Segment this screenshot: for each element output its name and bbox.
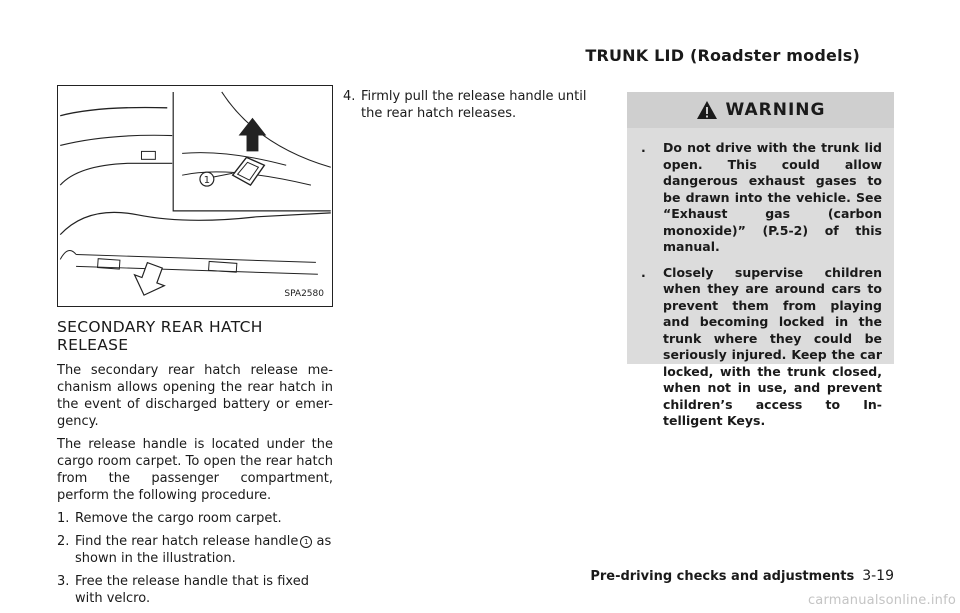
page-section-title: TRUNK LID (Roadster models) — [585, 46, 860, 65]
step-item — [57, 510, 333, 527]
warning-triangle-icon — [696, 100, 718, 120]
paragraph: The release handle is located under the cargo room carpet. To open the rear hatch from the passenger compartment, perform the following procedure. — [57, 437, 333, 503]
step-text: Firmly pull the release handle until the rear hatch releases. — [361, 89, 587, 121]
step-number: 3. — [57, 574, 70, 589]
step-item — [343, 88, 611, 122]
section-heading: SECONDARY REAR HATCH RELEASE — [57, 318, 263, 354]
step-item — [57, 573, 333, 607]
procedure-continued — [343, 88, 611, 128]
step-item — [57, 533, 333, 567]
step-number: 4. — [343, 89, 356, 104]
warning-item — [641, 140, 882, 256]
page-number: 3-19 — [862, 568, 894, 584]
step-number: 1. — [57, 511, 70, 526]
warning-header — [627, 92, 894, 128]
warning-title: WARNING — [725, 100, 826, 120]
step-text: Free the release handle that is fixed with velcro. — [75, 574, 309, 606]
procedure-steps-continued — [343, 88, 611, 122]
callout-number-icon: 1 — [300, 536, 312, 548]
illustration-figure — [57, 85, 333, 307]
warning-box — [627, 92, 894, 428]
footer-section-name: Pre-driving checks and adjustments — [590, 569, 855, 584]
bullet: . — [641, 264, 646, 280]
warning-list — [627, 128, 894, 430]
warning-item — [641, 265, 882, 430]
figure-callout-number: 1 — [203, 175, 211, 187]
step-text: Find the rear hatch release handle — [75, 534, 299, 549]
rear-hatch-release-illustration — [58, 86, 332, 306]
procedure-steps — [57, 510, 333, 607]
watermark: carmanualsonline.info — [807, 593, 956, 608]
step-number: 2. — [57, 534, 70, 549]
warning-text: Do not drive with the trunk lid open. This could allow dangerous exhaust gases to be drawn into the vehicle. See “Exhaust gas (carbon monoxide)” (P.5-2) of this manual. — [663, 140, 882, 254]
secondary-release-section — [57, 318, 333, 613]
step-text-continued: as shown in the illustration. — [75, 534, 332, 566]
warning-text: Closely supervise children when they are around cars to prevent them from playing and becoming locked in the trunk where they could be seriously injured. Keep the car locked, with the trunk closed, when not in use, and prevent children’s access to In-telligent Keys. — [663, 264, 882, 428]
step-text: Remove the cargo room carpet. — [75, 511, 282, 526]
figure-code: SPA2580 — [284, 289, 324, 299]
paragraph: The secondary rear hatch release me-chanism allows opening the rear hatch in the event of discharged battery or emer-gency. — [57, 363, 333, 429]
page-footer — [590, 568, 894, 584]
bullet: . — [641, 140, 646, 155]
